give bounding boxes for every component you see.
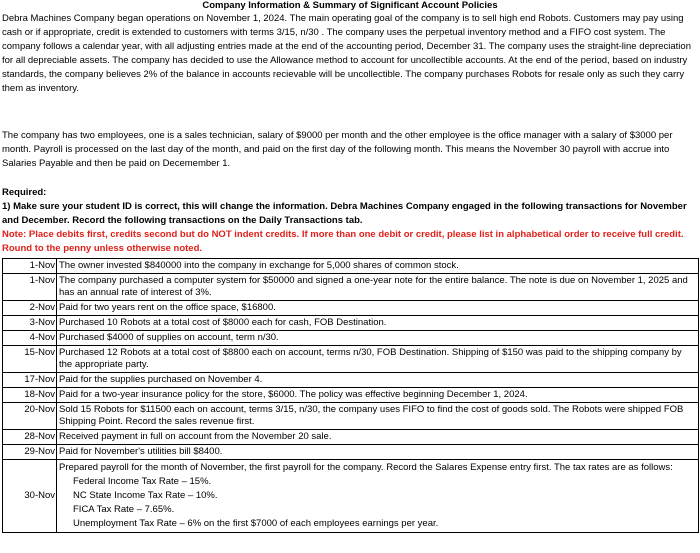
table-row [3,346,699,373]
transaction-description: Paid for a two-year insurance policy for the store, $6000. The policy was effective beginning December 1, 2024. [57,388,699,403]
table-row [3,460,699,533]
transaction-date: 28-Nov [3,430,57,445]
employees-paragraph: The company has two employees, one is a sales technician, salary of $9000 per month and the other employee is the office manager with a salary of $3000 per month. Payroll is processed on the last day of the month, and paid on the first day of the following month. This means the November 30 payroll with accrue into Salaries Payable and then be paid on Decemember 1. [2,130,673,169]
transaction-description: The owner invested $840000 into the company in exchange for 5,000 shares of common stock. [57,259,699,274]
transaction-description: Sold 15 Robots for $11500 each on account, terms 3/15, n/30, the company uses FIFO to find the cost of goods sold. The Robots were shipped FOB Shipping Point. Record the sales revenue first. [57,403,699,430]
transaction-description: Paid for November's utilities bill $8400. [57,445,699,460]
transaction-description: Purchased 10 Robots at a total cost of $8000 each for cash, FOB Destination. [57,316,699,331]
table-row [3,445,699,460]
tax-rate-unemployment: Unemployment Tax Rate – 6% on the first $7000 of each employees earnings per year. [73,518,439,529]
transaction-description [57,460,699,533]
transactions-table [2,258,699,533]
transaction-description: The company purchased a computer system for $50000 and signed a one-year note for the entire balance. The note is due on November 1, 2025 and has an annual rate of interest of 3%. [57,274,699,301]
transaction-date: 1-Nov [3,274,57,301]
transaction-date: 30-Nov [3,460,57,533]
company-info-paragraph: Debra Machines Company began operations on November 1, 2024. The main operating goal of the company is to sell high end Robots. Customers may pay using cash or if appropriate, credit is extended to customers with terms 3/15, n/30 . The company uses the perpetual inventory method and a FIFO cost system. The company follows a calendar year, with all adjusting entries made at the end of the accounting period, December 31. The company uses the straight-line depreciation for all depreciable assets. The company has decided to use the Allowance method to account for uncollectible accounts. At the end of the period, based on industry standards, the company believes 2% of the balance in accounts recievable will be uncollectible. The company purchases Robots for resale only as such they carry them as inventory. [2,13,691,94]
transaction-date: 3-Nov [3,316,57,331]
tax-rate-state: NC State Income Tax Rate – 10%. [73,490,218,501]
payroll-lead: Prepared payroll for the month of November, the first payroll for the company. Record the Salares Expense entry first. The tax rates are as follows: [59,462,673,473]
transaction-date: 18-Nov [3,388,57,403]
page-title: Company Information & Summary of Significant Account Policies [202,0,498,11]
table-row [3,316,699,331]
transaction-date: 15-Nov [3,346,57,373]
table-row [3,259,699,274]
table-row [3,274,699,301]
required-label: Required: [2,187,47,198]
required-instruction: 1) Make sure your student ID is correct, this will change the information. Debra Machines Company engaged in the following transactions for November and December. Record the following transactions on the Daily Transactions tab. [2,201,687,226]
required-note: Note: Place debits first, credits second but do NOT indent credits. If more than one debit or credit, please list in alphabetical order to receive full credit. Round to the penny unless otherwise noted. [2,229,684,254]
table-row [3,373,699,388]
table-row [3,301,699,316]
transaction-description: Received payment in full on account from the November 20 sale. [57,430,699,445]
table-row [3,331,699,346]
transaction-date: 20-Nov [3,403,57,430]
transaction-description: Purchased 12 Robots at a total cost of $8800 each on account, terms n/30, FOB Destination. Shipping of $150 was paid to the shipping company by the appropriate party. [57,346,699,373]
transaction-description: Paid for two years rent on the office space, $16800. [57,301,699,316]
tax-rate-fica: FICA Tax Rate – 7.65%. [73,504,175,515]
transaction-date: 2-Nov [3,301,57,316]
table-row [3,430,699,445]
transaction-date: 4-Nov [3,331,57,346]
transaction-date: 1-Nov [3,259,57,274]
transactions-body [3,259,699,460]
table-row [3,403,699,430]
table-row [3,388,699,403]
transaction-description: Purchased $4000 of supplies on account, term n/30. [57,331,699,346]
transaction-date: 29-Nov [3,445,57,460]
payroll-body [3,460,699,533]
tax-rate-federal: Federal Income Tax Rate – 15%. [73,476,212,487]
required-section [2,186,696,256]
transaction-description: Paid for the supplies purchased on November 4. [57,373,699,388]
transaction-date: 17-Nov [3,373,57,388]
